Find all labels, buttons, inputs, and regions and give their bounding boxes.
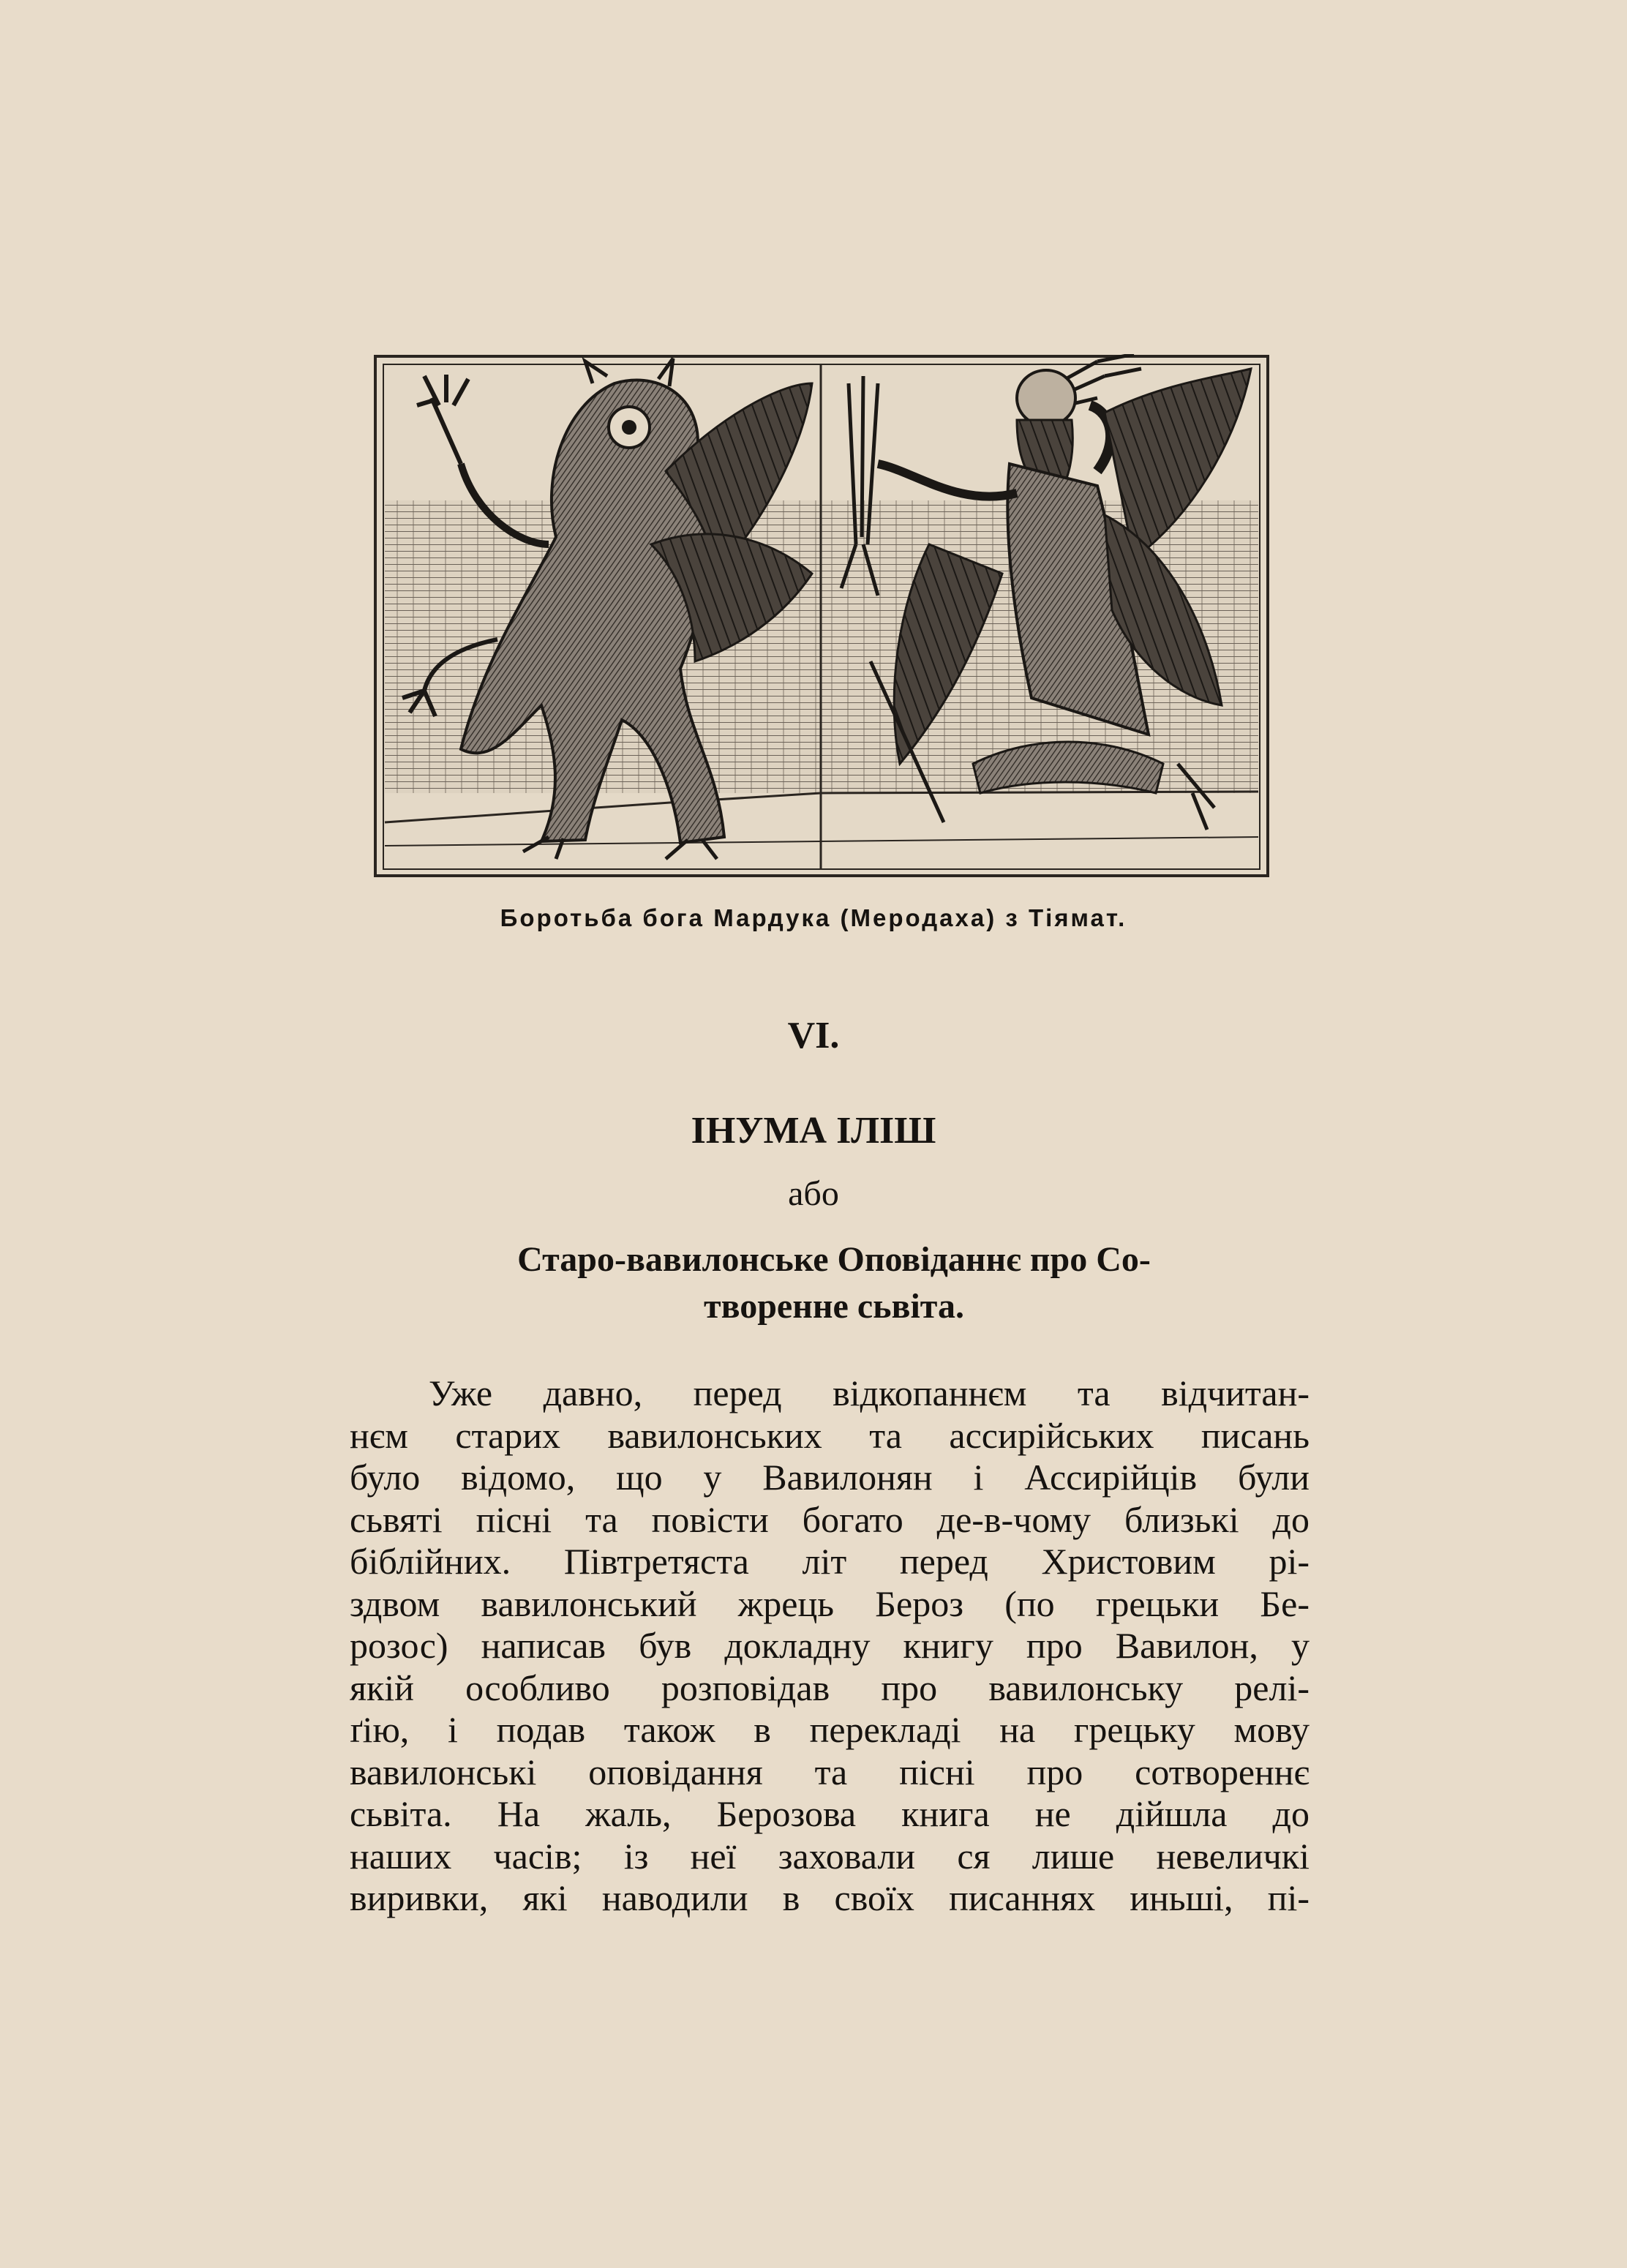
figure-caption: Боротьба бога Мардука (Меродаха) з Тіямат. <box>500 904 1127 931</box>
chapter-subtitle <box>446 1236 1222 1330</box>
text-line: Уже давно, перед відкопаннєм та відчитан- <box>429 1373 1310 1413</box>
text-line: нєм старих вавилонських та ассирійських писань <box>350 1414 1310 1456</box>
text-line: наших часів; із неї заховали ся лише невеличкі <box>350 1835 1310 1877</box>
illustration-marduk-tiamat <box>373 354 1270 878</box>
chapter-number: VI. <box>787 1015 840 1056</box>
text-line: сьвяті пісні та повісти богато де-в-чому близькі до <box>350 1498 1310 1540</box>
text-line: якій особливо розповідав про вавилонську релі- <box>350 1667 1310 1708</box>
subtitle-line: Старо-вавилонське Оповіданнє про Со- <box>517 1240 1151 1279</box>
subtitle-line: творенне сьвіта. <box>704 1287 964 1326</box>
text-line: вавилонські оповідання та пісні про сотвореннє <box>350 1751 1310 1792</box>
text-line: було відомо, що у Вавилонян і Ассирійців були <box>350 1457 1310 1498</box>
text-line: сьвіта. На жаль, Берозова книга не дійшла до <box>350 1793 1310 1834</box>
text-line: біблійних. Півтретяста літ перед Христовим рі- <box>350 1541 1310 1582</box>
title-connector: або <box>788 1174 839 1213</box>
chapter-title: ІНУМА ІЛІШ <box>691 1110 936 1152</box>
text-line: розос) написав був докладну книгу про Вавилон, у <box>350 1625 1310 1666</box>
text-line: виривки, які наводили в своїх писаннях иньші, пі- <box>350 1877 1310 1918</box>
text-line: здвом вавилонський жрець Бероз (по грецьки Бе- <box>350 1582 1310 1624</box>
body-paragraph <box>350 1373 1310 1920</box>
text-line: ґію, і подав також в перекладі на грецьку мову <box>350 1709 1310 1750</box>
